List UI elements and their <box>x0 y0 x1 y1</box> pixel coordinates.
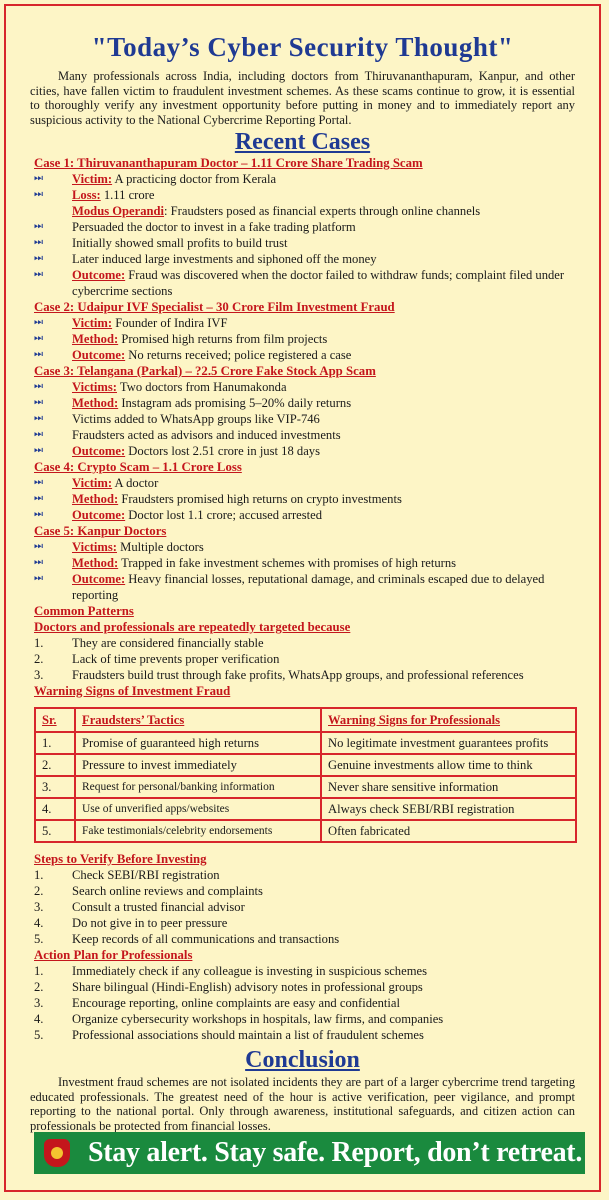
case-detail-item <box>34 507 577 523</box>
case-detail-item <box>34 571 577 603</box>
case-detail-value: Doctors lost 2.51 crore in just 18 days <box>125 444 320 458</box>
conclusion-heading: Conclusion <box>245 1047 360 1073</box>
table-header-row <box>35 708 576 732</box>
case-detail-text <box>72 171 577 187</box>
case-detail-item <box>34 395 577 411</box>
poster-frame <box>4 4 601 1192</box>
case-detail-label: Outcome: <box>72 348 126 362</box>
case-detail-label: Outcome: <box>72 268 126 282</box>
case-detail-text <box>72 379 577 395</box>
case-detail-text <box>72 395 577 411</box>
case-detail-value: Two doctors from Hanumakonda <box>117 380 287 394</box>
list-item <box>34 899 577 915</box>
list-item-text: Professional associations should maintain a list of fraudulent schemes <box>72 1028 424 1042</box>
list-item <box>34 1011 577 1027</box>
case-detail-item <box>34 171 577 187</box>
list-item-text: Fraudsters build trust through fake profits, WhatsApp groups, and professional references <box>72 668 524 682</box>
table-cell: Fake testimonials/celebrity endorsements <box>75 820 321 842</box>
table-cell: Request for personal/banking information <box>75 776 321 798</box>
list-item-number: 3. <box>34 900 44 914</box>
verify-steps-heading: Steps to Verify Before Investing <box>34 852 207 866</box>
table-cell: 1. <box>35 732 75 754</box>
next-track-icon: ⏭ <box>34 333 41 344</box>
case-detail-label: Victims: <box>72 540 117 554</box>
case-detail-value: Later induced large investments and siphoned off the money <box>72 252 377 266</box>
case-detail-value: A doctor <box>112 476 159 490</box>
list-item-text: Encourage reporting, online complaints are easy and confidential <box>72 996 401 1010</box>
case-detail-item <box>34 347 577 363</box>
case-title: Case 3: Telangana (Parkal) – ?2.5 Crore Fake Stock App Scam <box>34 364 376 378</box>
next-track-icon: ⏭ <box>34 445 41 456</box>
list-item-text: They are considered financially stable <box>72 636 264 650</box>
case-detail-label: Victims: <box>72 380 117 394</box>
case-detail-label: Method: <box>72 492 119 506</box>
list-item <box>34 963 577 979</box>
list-item-text: Check SEBI/RBI registration <box>72 868 220 882</box>
list-item-number: 1. <box>34 636 44 650</box>
case-detail-text <box>72 219 577 235</box>
recent-cases-heading: Recent Cases <box>234 129 371 155</box>
table-row <box>35 820 576 842</box>
case-detail-item <box>34 411 577 427</box>
table-cell: 2. <box>35 754 75 776</box>
next-track-icon: ⏭ <box>34 429 41 440</box>
case-detail-text <box>72 411 577 427</box>
next-track-icon: ⏭ <box>34 221 41 232</box>
list-item-text: Search online reviews and complaints <box>72 884 263 898</box>
slogan-text: Stay alert. Stay safe. Report, don’t retreat. <box>88 1137 583 1168</box>
next-track-icon: ⏭ <box>34 173 41 184</box>
case-detail-value: Victims added to WhatsApp groups like VIP-746 <box>72 412 320 426</box>
case-detail-item <box>34 427 577 443</box>
warning-signs-heading: Warning Signs of Investment Fraud <box>34 684 231 698</box>
case-detail-text <box>72 315 577 331</box>
case-detail-item <box>34 203 577 219</box>
case-detail-value: Founder of Indira IVF <box>112 316 228 330</box>
cases-list <box>34 155 577 603</box>
case-detail-item <box>34 491 577 507</box>
case-detail-value: Doctor lost 1.1 crore; accused arrested <box>125 508 323 522</box>
case-title: Case 4: Crypto Scam – 1.1 Crore Loss <box>34 460 242 474</box>
case-detail-value: Promised high returns from film projects <box>118 332 328 346</box>
case-detail-text <box>72 475 577 491</box>
case-detail-item <box>34 539 577 555</box>
list-item-number: 3. <box>34 668 44 682</box>
case-detail-label: Loss: <box>72 188 101 202</box>
case-detail-label: Victim: <box>72 476 113 490</box>
next-track-icon: ⏭ <box>34 477 41 488</box>
next-track-icon: ⏭ <box>34 349 41 360</box>
list-item <box>34 883 577 899</box>
list-item <box>34 667 577 683</box>
intro-paragraph: Many professionals across India, including doctors from Thiruvananthapuram, Kanpur, and other cities, have fallen victim to fraudulent investment schemes. As these scams continue to grow, it is essential to thoroughly verify any investment opportunity before putting in money and to immediately report any suspicious activity to the National Cybercrime Reporting Portal. <box>30 69 575 127</box>
list-item <box>34 651 577 667</box>
case-detail-text <box>72 555 577 571</box>
case-detail-text <box>72 331 577 347</box>
case-detail-label: Victim: <box>72 316 113 330</box>
case-detail-item <box>34 219 577 235</box>
case-detail-label: Outcome: <box>72 444 126 458</box>
next-track-icon: ⏭ <box>34 493 41 504</box>
list-item <box>34 979 577 995</box>
list-item <box>34 915 577 931</box>
case-title: Case 5: Kanpur Doctors <box>34 524 167 538</box>
table-cell: Always check SEBI/RBI registration <box>321 798 576 820</box>
content-body <box>6 155 599 1043</box>
common-patterns-subheading: Doctors and professionals are repeatedly targeted because <box>34 620 351 634</box>
police-emblem-icon <box>44 1139 70 1167</box>
case-detail-item <box>34 379 577 395</box>
case-detail-text <box>72 267 577 299</box>
list-item <box>34 867 577 883</box>
case-detail-value: No returns received; police registered a case <box>125 348 352 362</box>
case-detail-value: Multiple doctors <box>117 540 204 554</box>
case-detail-value: Instagram ads promising 5–20% daily returns <box>118 396 352 410</box>
verify-steps-list <box>34 867 577 947</box>
warning-signs-table <box>34 707 577 843</box>
list-item-number: 3. <box>34 996 44 1010</box>
col-header-tactics: Fraudsters’ Tactics <box>75 708 321 732</box>
case-detail-label: Modus Operandi <box>72 204 165 218</box>
case-detail-text <box>72 539 577 555</box>
case-detail-item <box>34 235 577 251</box>
list-item-text: Share bilingual (Hindi-English) advisory notes in professional groups <box>72 980 423 994</box>
list-item-text: Consult a trusted financial advisor <box>72 900 245 914</box>
case-detail-label: Victim: <box>72 172 113 186</box>
col-header-sr: Sr. <box>35 708 75 732</box>
list-item-number: 2. <box>34 980 44 994</box>
next-track-icon: ⏭ <box>34 189 41 200</box>
case-detail-text <box>72 571 577 603</box>
patterns-list <box>34 635 577 683</box>
list-item-number: 1. <box>34 868 44 882</box>
table-row <box>35 798 576 820</box>
list-item-number: 5. <box>34 932 44 946</box>
case-detail-value: A practicing doctor from Kerala <box>112 172 277 186</box>
list-item <box>34 931 577 947</box>
case-detail-value: 1.11 crore <box>100 188 155 202</box>
next-track-icon: ⏭ <box>34 381 41 392</box>
next-track-icon: ⏭ <box>34 269 41 280</box>
next-track-icon: ⏭ <box>34 557 41 568</box>
table-row <box>35 776 576 798</box>
case-detail-value: Fraudsters acted as advisors and induced investments <box>72 428 341 442</box>
table-cell: 4. <box>35 798 75 820</box>
next-track-icon: ⏭ <box>34 237 41 248</box>
table-cell: Use of unverified apps/websites <box>75 798 321 820</box>
next-track-icon: ⏭ <box>34 253 41 264</box>
action-plan-heading: Action Plan for Professionals <box>34 948 193 962</box>
case-detail-item <box>34 555 577 571</box>
list-item <box>34 635 577 651</box>
case-detail-value: Heavy financial losses, reputational damage, and criminals escaped due to delayed reporting <box>72 572 545 602</box>
list-item-number: 4. <box>34 916 44 930</box>
case-detail-label: Outcome: <box>72 572 126 586</box>
case-detail-label: Method: <box>72 396 119 410</box>
case-detail-item <box>34 267 577 299</box>
table-cell: 3. <box>35 776 75 798</box>
table-cell: Genuine investments allow time to think <box>321 754 576 776</box>
next-track-icon: ⏭ <box>34 573 41 584</box>
table-cell: Promise of guaranteed high returns <box>75 732 321 754</box>
table-row <box>35 732 576 754</box>
list-item-number: 4. <box>34 1012 44 1026</box>
next-track-icon: ⏭ <box>34 541 41 552</box>
list-item-number: 2. <box>34 884 44 898</box>
list-item-text: Organize cybersecurity workshops in hospitals, law firms, and companies <box>72 1012 444 1026</box>
list-item-text: Lack of time prevents proper verification <box>72 652 280 666</box>
case-detail-text <box>72 187 577 203</box>
list-item <box>34 1027 577 1043</box>
action-plan-list <box>34 963 577 1043</box>
list-item-number: 5. <box>34 1028 44 1042</box>
case-detail-item <box>34 443 577 459</box>
list-item-text: Do not give in to peer pressure <box>72 916 228 930</box>
next-track-icon: ⏭ <box>34 413 41 424</box>
case-title: Case 2: Udaipur IVF Specialist – 30 Crore Film Investment Fraud <box>34 300 395 314</box>
col-header-warning-signs: Warning Signs for Professionals <box>321 708 576 732</box>
list-item <box>34 995 577 1011</box>
next-track-icon: ⏭ <box>34 317 41 328</box>
table-cell: Often fabricated <box>321 820 576 842</box>
case-detail-text <box>72 443 577 459</box>
table-cell: 5. <box>35 820 75 842</box>
case-detail-item <box>34 475 577 491</box>
case-detail-text <box>72 235 577 251</box>
case-detail-text <box>72 491 577 507</box>
case-detail-label: Outcome: <box>72 508 126 522</box>
case-detail-value: : Fraudsters posed as financial experts through online channels <box>164 204 481 218</box>
case-detail-item <box>34 187 577 203</box>
conclusion-paragraph: Investment fraud schemes are not isolated incidents they are part of a larger cybercrime trend targeting educated professionals. The greatest need of the hour is active verification, peer vigilance, and prompt reporting to the national portal. Only through awareness, institutional safeguards, and citizen action can professionals be protected from financial losses. <box>30 1075 575 1133</box>
table-row <box>35 754 576 776</box>
case-detail-value: Persuaded the doctor to invest in a fake trading platform <box>72 220 356 234</box>
next-track-icon: ⏭ <box>34 509 41 520</box>
case-detail-value: Fraudsters promised high returns on crypto investments <box>118 492 402 506</box>
next-track-icon: ⏭ <box>34 397 41 408</box>
case-detail-label: Method: <box>72 332 119 346</box>
case-detail-item <box>34 315 577 331</box>
case-detail-text <box>72 347 577 363</box>
case-detail-item <box>34 331 577 347</box>
table-cell: Pressure to invest immediately <box>75 754 321 776</box>
case-detail-text <box>72 251 577 267</box>
case-detail-label: Method: <box>72 556 119 570</box>
case-detail-value: Initially showed small profits to build trust <box>72 236 288 250</box>
case-detail-item <box>34 251 577 267</box>
case-detail-value: Trapped in fake investment schemes with promises of high returns <box>118 556 457 570</box>
table-cell: Never share sensitive information <box>321 776 576 798</box>
case-detail-text <box>72 507 577 523</box>
case-title: Case 1: Thiruvananthapuram Doctor – 1.11 Crore Share Trading Scam <box>34 156 423 170</box>
list-item-number: 2. <box>34 652 44 666</box>
slogan-banner <box>34 1132 585 1174</box>
list-item-text: Immediately check if any colleague is investing in suspicious schemes <box>72 964 427 978</box>
list-item-text: Keep records of all communications and transactions <box>72 932 340 946</box>
list-item-number: 1. <box>34 964 44 978</box>
table-cell: No legitimate investment guarantees profits <box>321 732 576 754</box>
case-detail-text <box>72 427 577 443</box>
common-patterns-heading: Common Patterns <box>34 604 134 618</box>
case-detail-text <box>72 203 577 219</box>
case-detail-value: Fraud was discovered when the doctor failed to withdraw funds; complaint filed under cybercrime sections <box>72 268 565 298</box>
page-title: "Today’s Cyber Security Thought" <box>91 32 514 62</box>
